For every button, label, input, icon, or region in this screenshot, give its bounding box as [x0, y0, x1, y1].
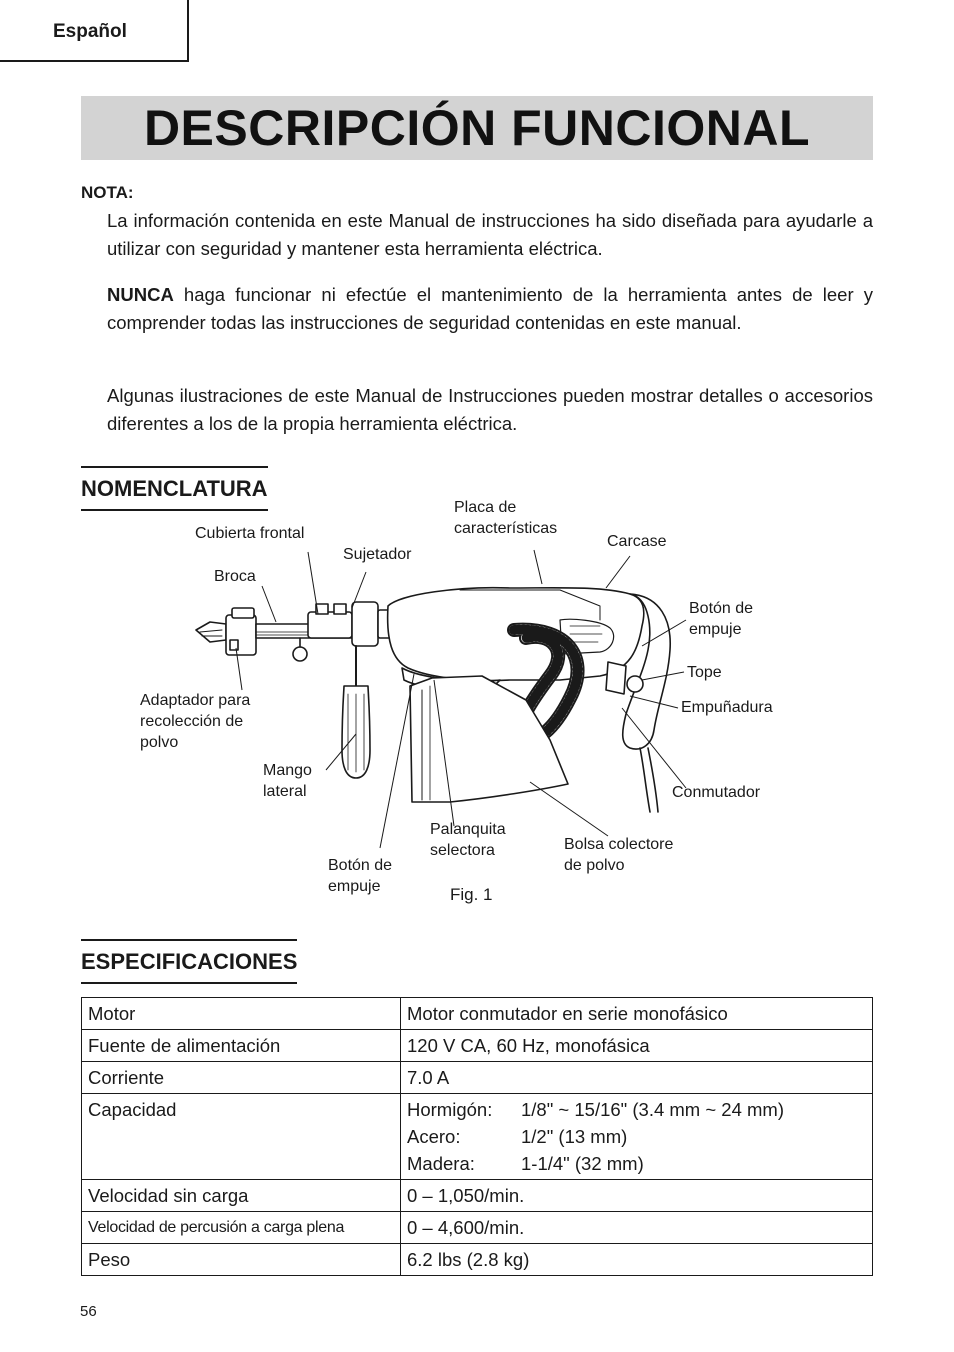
- capacity-key: Acero:: [407, 1126, 461, 1147]
- table-row: [82, 998, 873, 1030]
- label-boton-empuje-bottom: Botón de empuje: [328, 857, 393, 895]
- spec-value-capacity: [401, 1094, 873, 1180]
- table-row: [82, 1030, 873, 1062]
- spec-value: 0 – 4,600/min.: [401, 1212, 873, 1244]
- label-empunadura: Empuñadura: [681, 699, 773, 716]
- note-paragraph-2: [107, 281, 873, 336]
- nomenclature-heading: NOMENCLATURA: [81, 466, 268, 511]
- note-label: NOTA:: [81, 183, 134, 202]
- spec-value: 7.0 A: [401, 1062, 873, 1094]
- label-tope: Tope: [687, 664, 722, 681]
- spec-label: Velocidad de percusión a carga plena: [82, 1212, 401, 1244]
- note-paragraph-2-text: haga funcionar ni efectúe el mantenimiento de la herramienta antes de leer y comprender todas las instrucciones de seguridad contenidas en este manual.: [107, 284, 873, 333]
- label-conmutador: Conmutador: [672, 784, 761, 801]
- label-cubierta-frontal: Cubierta frontal: [195, 525, 305, 542]
- page-number: 56: [80, 1303, 97, 1320]
- spec-value: 6.2 lbs (2.8 kg): [401, 1244, 873, 1276]
- label-broca: Broca: [214, 568, 256, 585]
- language-tab-label: Español: [53, 21, 127, 42]
- label-bolsa: Bolsa colectore de polvo: [564, 836, 674, 874]
- capacity-value: 1/8" ~ 15/16" (3.4 mm ~ 24 mm): [521, 1099, 784, 1120]
- spec-label: Fuente de alimentación: [82, 1030, 401, 1062]
- table-row: [82, 1212, 873, 1244]
- spec-label: Capacidad: [82, 1094, 401, 1180]
- capacity-line: [407, 1150, 866, 1177]
- capacity-line: [407, 1123, 866, 1150]
- note-paragraph-1: La información contenida en este Manual de instrucciones ha sido diseñada para ayudarle a utilizar con seguridad y mantener esta herramienta eléctrica.: [107, 210, 873, 259]
- table-row: [82, 1244, 873, 1276]
- figure-caption: Fig. 1: [450, 885, 493, 904]
- spec-value: 0 – 1,050/min.: [401, 1180, 873, 1212]
- capacity-line: [407, 1096, 866, 1123]
- spec-label: Motor: [82, 998, 401, 1030]
- label-palanquita: Palanquita selectora: [430, 821, 506, 859]
- specifications-heading: ESPECIFICACIONES: [81, 939, 297, 984]
- specifications-table: [81, 997, 873, 1276]
- language-tab: [0, 0, 189, 62]
- label-adaptador: Adaptador para recolección de polvo: [140, 692, 251, 751]
- spec-label: Velocidad sin carga: [82, 1180, 401, 1212]
- note-paragraph-3: Algunas ilustraciones de este Manual de Instrucciones pueden mostrar detalles o accesorios diferentes a los de la propia herramienta eléctrica.: [107, 385, 873, 434]
- page-title: DESCRIPCIÓN FUNCIONAL: [143, 100, 811, 156]
- label-placa-caracteristicas: Placa de características: [454, 499, 558, 537]
- label-carcase: Carcase: [607, 533, 667, 550]
- spec-value: 120 V CA, 60 Hz, monofásica: [401, 1030, 873, 1062]
- table-row: [82, 1062, 873, 1094]
- label-sujetador: Sujetador: [343, 546, 412, 563]
- capacity-key: Hormigón:: [407, 1099, 493, 1120]
- capacity-value: 1/2" (13 mm): [521, 1126, 628, 1147]
- label-boton-empuje-top: Botón de empuje: [689, 600, 754, 638]
- spec-value: Motor conmutador en serie monofásico: [401, 998, 873, 1030]
- table-row: [82, 1180, 873, 1212]
- label-mango-lateral: Mango lateral: [263, 762, 312, 800]
- capacity-key: Madera:: [407, 1153, 475, 1174]
- spec-label: Corriente: [82, 1062, 401, 1094]
- capacity-value: 1-1/4" (32 mm): [521, 1153, 644, 1174]
- note-never-strong: NUNCA: [107, 284, 174, 305]
- title-bar: [81, 96, 873, 160]
- spec-label: Peso: [82, 1244, 401, 1276]
- table-row: [82, 1094, 873, 1180]
